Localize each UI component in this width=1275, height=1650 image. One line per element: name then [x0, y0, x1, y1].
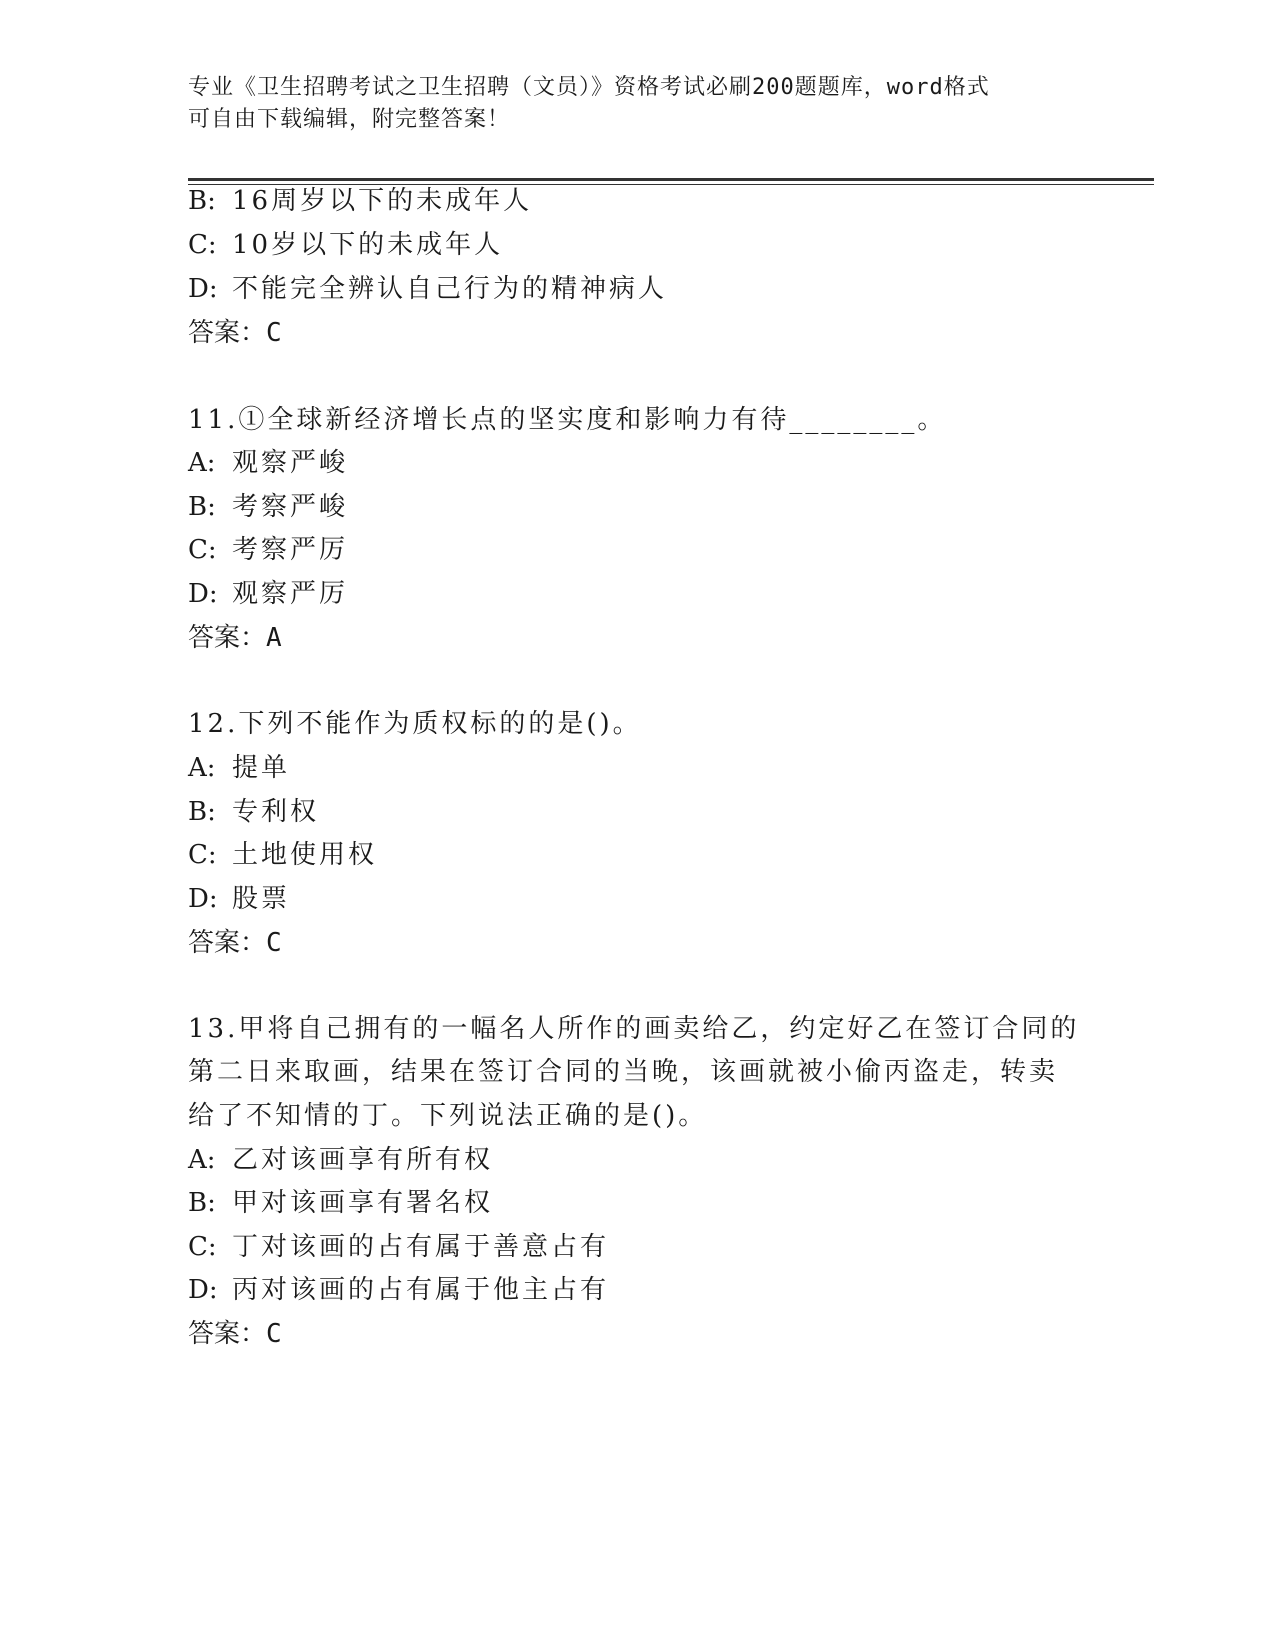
q13-option-d — [188, 1273, 609, 1307]
answer-value: A — [266, 623, 284, 653]
option-text: 考察严厉 — [232, 535, 349, 565]
answer-label: 答案： — [188, 318, 267, 348]
q12-option-d — [188, 882, 290, 916]
option-text: 股票 — [232, 884, 291, 914]
option-text: 提单 — [232, 753, 291, 783]
q12-stem: 12.下列不能作为质权标的的是()。 — [188, 709, 642, 739]
option-letter: A: — [188, 1145, 216, 1175]
option-letter: C: — [188, 230, 217, 260]
option-text: 乙对该画享有所有权 — [232, 1145, 494, 1175]
header-line-1: 专业《卫生招聘考试之卫生招聘（文员）》资格考试必刷200题题库，word格式 — [188, 75, 990, 100]
q13-stem-line-2: 第二日来取画，结果在签订合同的当晚，该画就被小偷丙盗走，转卖 — [188, 1057, 1059, 1087]
option-letter: D: — [188, 274, 218, 304]
q13-option-a — [188, 1143, 493, 1177]
option-letter: A: — [188, 448, 216, 478]
q10-option-b — [188, 184, 532, 218]
q13-option-b — [188, 1186, 493, 1220]
option-letter: B: — [188, 492, 216, 522]
q13-answer — [188, 1317, 284, 1351]
option-text: 专利权 — [232, 797, 320, 827]
header-divider-thick — [188, 178, 1154, 181]
answer-label: 答案： — [188, 623, 267, 653]
q13-option-c — [188, 1230, 609, 1264]
option-text: 10岁以下的未成年人 — [232, 230, 504, 260]
header-line-2: 可自由下载编辑，附完整答案！ — [188, 107, 511, 132]
option-text: 考察严峻 — [232, 492, 349, 522]
option-text: 16周岁以下的未成年人 — [232, 186, 533, 216]
q13-stem-line-1: 13.甲将自己拥有的一幅名人所作的画卖给乙，约定好乙在签订合同的 — [188, 1014, 1080, 1044]
answer-label: 答案： — [188, 1319, 267, 1349]
q11-option-d — [188, 577, 348, 611]
option-text: 甲对该画享有署名权 — [232, 1188, 494, 1218]
answer-value: C — [266, 1319, 284, 1349]
option-text: 观察严厉 — [232, 579, 349, 609]
q11-option-b — [188, 490, 348, 524]
answer-label: 答案： — [188, 928, 267, 958]
option-text: 土地使用权 — [232, 840, 378, 870]
q11-option-c — [188, 533, 348, 567]
option-text: 观察严峻 — [232, 448, 349, 478]
q12-option-c — [188, 838, 377, 872]
option-text: 不能完全辨认自己行为的精神病人 — [232, 274, 668, 304]
q11-stem: 11.①全球新经济增长点的坚实度和影响力有待________。 — [188, 405, 947, 435]
option-letter: A: — [188, 753, 216, 783]
q12-option-b — [188, 795, 319, 829]
q11-option-a — [188, 446, 348, 480]
option-letter: D: — [188, 884, 218, 914]
option-letter: B: — [188, 797, 216, 827]
option-letter: C: — [188, 535, 217, 565]
option-text: 丁对该画的占有属于善意占有 — [232, 1232, 610, 1262]
option-text: 丙对该画的占有属于他主占有 — [232, 1275, 610, 1305]
q10-option-c — [188, 228, 503, 262]
answer-value: C — [266, 928, 284, 958]
option-letter: C: — [188, 1232, 217, 1262]
q10-option-d — [188, 272, 667, 306]
option-letter: B: — [188, 186, 216, 216]
q10-answer — [188, 316, 284, 350]
q12-answer — [188, 926, 284, 960]
option-letter: D: — [188, 1275, 218, 1305]
answer-value: C — [266, 318, 284, 348]
document-header — [188, 72, 1088, 136]
option-letter: B: — [188, 1188, 216, 1218]
q12-option-a — [188, 751, 290, 785]
option-letter: D: — [188, 579, 218, 609]
option-letter: C: — [188, 840, 217, 870]
q13-stem-line-3: 给了不知情的丁。下列说法正确的是()。 — [188, 1101, 708, 1131]
q11-answer — [188, 621, 284, 655]
